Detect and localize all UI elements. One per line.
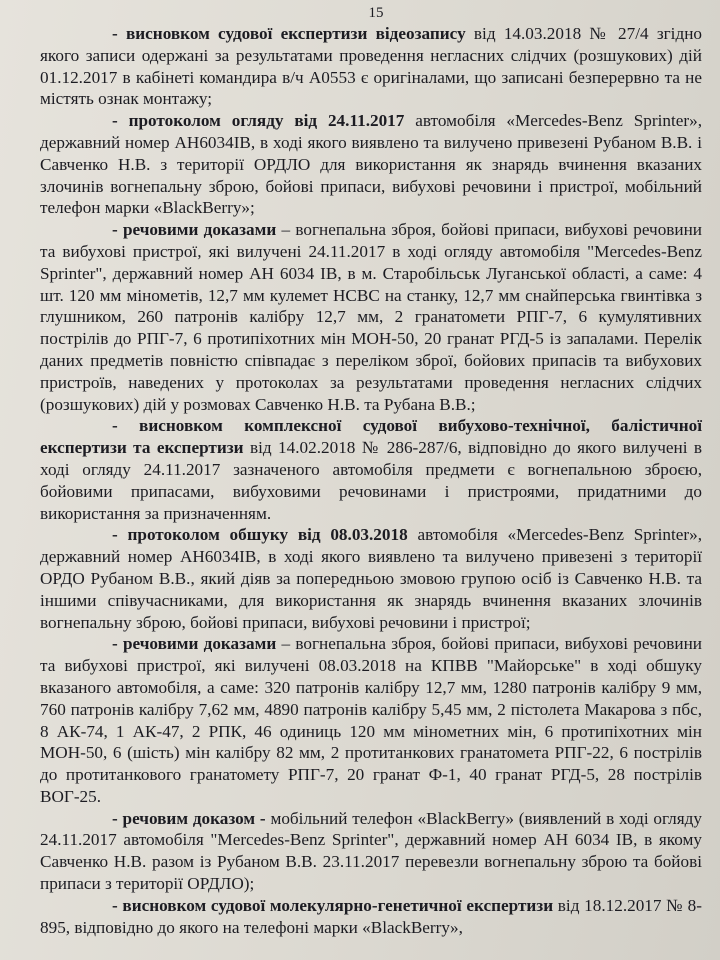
paragraph-search-protocol (40, 524, 702, 633)
paragraph-lead: - речовими доказами (112, 634, 277, 654)
paragraph-phone-evidence (40, 808, 702, 895)
paragraph-complex-expertise (40, 415, 702, 524)
paragraph-material-evidence-2 (40, 633, 702, 807)
page-number: 15 (368, 5, 384, 21)
paragraph-lead: - протоколом обшуку від 08.03.2018 (112, 525, 408, 545)
paragraph-video-expertise (40, 23, 702, 110)
paragraph-text: від 18.12.2017 № 8-895, відповідно до якого на телефоні марки «BlackBerry», (40, 895, 702, 937)
paragraph-lead: - речовими доказами (112, 220, 277, 240)
paragraph-text: мобільний телефон «BlackBerry» (виявлений в ході огляду 24.11.2017 автомобіля "Mercedes-Benz Sprinter", державний номер АН 6034 ІВ, в якому Савченко Н.В. разом із Рубаном В.В. 23.11.2017 перевезли вогнепальну зброю та бойові припаси з території ОРДЛО); (40, 808, 703, 894)
paragraph-text: – вогнепальна зброя, бойові припаси, вибухові речовини та вибухові пристрої, які вилучені 24.11.2017 в ході огляду автомобіля "Mercedes-Benz Sprinter", державний номер АН 6034 ІВ, в м. Старобільськ Луганської області, а саме: 4 шт. 120 мм мінометів, 12,7 мм кулемет НСВС на станку, 12,7 мм снайперська гвинтівка з глушником, 260 патронів калібру 12,7 мм, 2 гранатомети РПГ-7, 6 кумулятивних пострілів до РПГ-7, 6 протипіхотних мін МОН-50, 20 гранат РГД-5 із запалами. Перелік даних предметів повністю співпадає з переліком зброї, бойових припасів та вибухових пристроїв, наведених у протоколах за результатами проведення негласних слідчих (розшукових) дій у розмовах Савченко Н.В. та Рубана В.В.; (40, 220, 702, 414)
paragraph-lead: - висновком комплексної судової вибухово-технічної, балістичної експертизи та експертизи (40, 416, 702, 458)
paragraph-text: – вогнепальна зброя, бойові припаси, вибухові речовини та вибухові пристрої, які вилучені 08.03.2018 на КПВВ "Майорське" в ході обшуку вказаного автомобіля, а саме: 320 патронів калібру 12,7 мм, 1280 патронів калібру 9 мм, 760 патронів калібру 7,62 мм, 4890 патронів калібру 5,45 мм, 2 пістолета Макарова з пбс, 8 АК-74, 1 АК-47, 2 РПК, 46 одиниць 120 мм мінометних мін, 6 протипіхотних мін МОН-50, 6 (шість) мін калібру 82 мм, 2 протитанкових гранатомета РПГ-22, 6 пострілів до протитанкового гранатомету РПГ-7, 20 гранат Ф-1, 40 гранат РГД-5, 28 пострілів ВОГ-25. (40, 634, 702, 806)
paragraph-lead: - висновком судової експертизи відеозапису (112, 24, 466, 43)
paragraph-lead: - протоколом огляду від 24.11.2017 (112, 111, 405, 131)
paragraph-inspection-protocol (40, 110, 702, 219)
paragraph-text: автомобіля «Mercedes-Benz Sprinter», державний номер АН6034ІВ, в ході якого виявлено та вилучено привезені Рубаном В.В. і Савченко Н.В. з території ОРДЛО для використання як знарядь вчинення вказаних злочинів вогнепальну зброю, бойові припаси, вибухові речовини і пристрої, мобільний телефон марки «BlackBerry»; (40, 111, 702, 218)
paragraph-genetic-expertise (40, 895, 702, 939)
paragraph-text: від 14.02.2018 № 286-287/6, відповідно до якого вилучені в ході огляду 24.11.2017 зазначеного автомобіля предмети є вогнепальною зброєю, бойовими припасами, вибуховими речовинами і пристроями, придатними до використання за призначенням. (40, 438, 703, 523)
paragraph-lead: - висновком судової молекулярно-генетичної експертизи (112, 895, 554, 915)
paragraph-text: від 14.03.2018 № 27/4 згідно якого записи одержані за результатами проведення негласних слідчих (розшукових) дій 01.12.2017 в кабінеті командира в/ч А0553 є оригіналами, що записані безперервно та не містять ознак монтажу; (40, 24, 702, 109)
paragraph-text: автомобіля «Mercedes-Benz Sprinter», державний номер АН6034ІВ, в ході якого виявлено та вилучено привезені з території ОРДО Рубаном В.В., який діяв за попередньою змовою групою осіб із Савченко Н.В. та іншими співучасниками, для використання як знарядь вчинення вказаних злочинів вогнепальну зброю, бойові припаси, вибухові речовини і пристрої; (40, 525, 702, 632)
paragraph-lead: - речовим доказом - (112, 808, 266, 828)
paragraph-material-evidence-1 (40, 219, 702, 415)
